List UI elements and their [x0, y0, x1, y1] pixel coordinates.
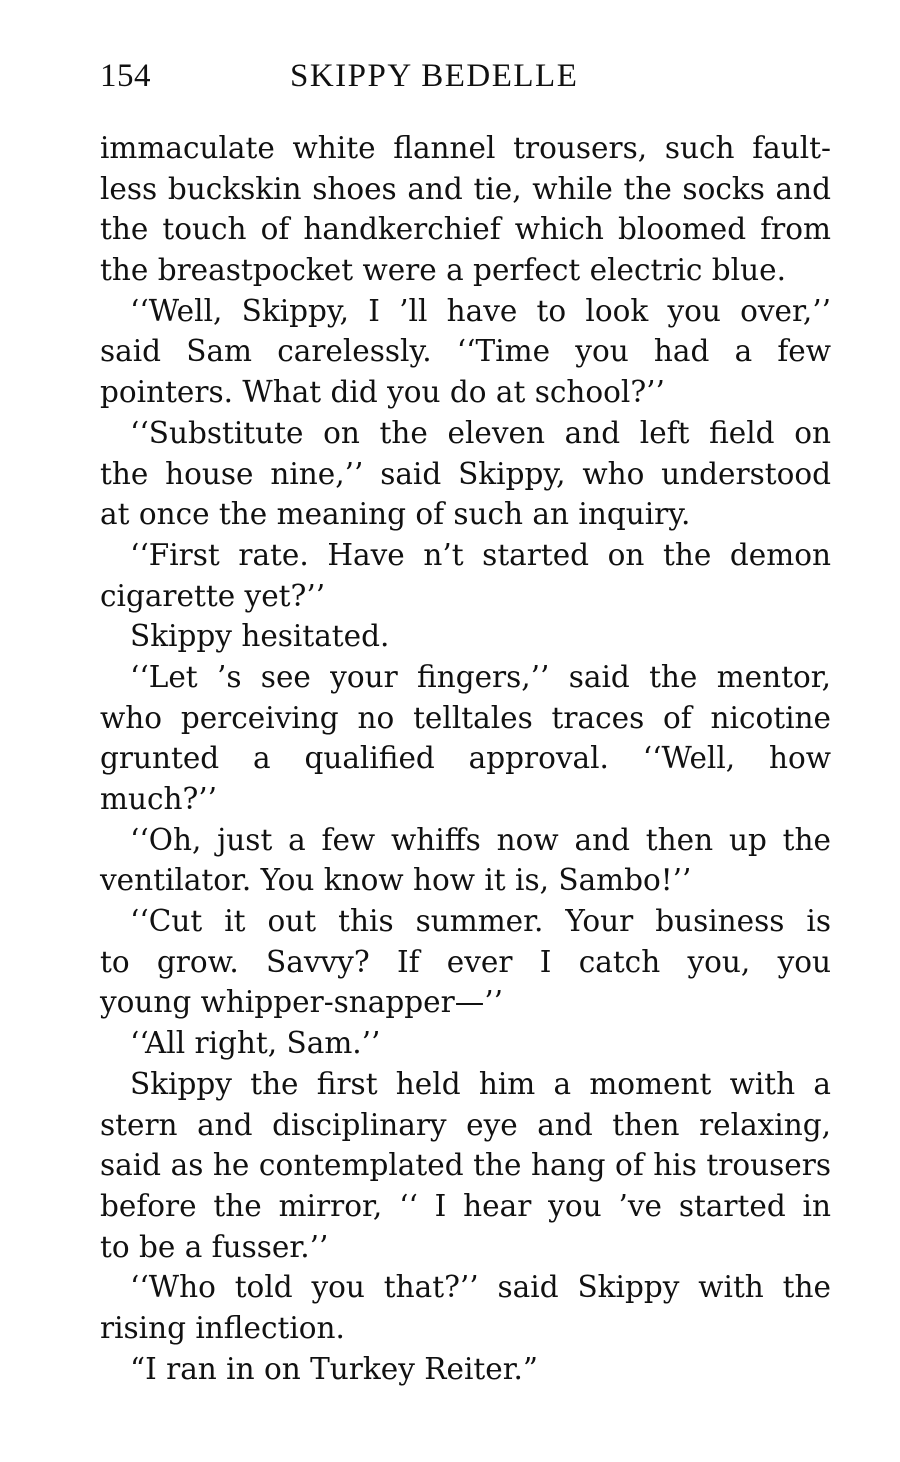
text-line: much?’’	[100, 782, 218, 816]
text-line: before the mirror, ‘‘ I hear you ’ve started in	[100, 1188, 831, 1223]
text-line: ventilator. You know how it is, Sambo!’’	[100, 863, 692, 898]
text-line: ‘‘Let ’s see your fingers,’’ said the mentor,	[130, 659, 831, 694]
text-line: Skippy the first held him a moment with a	[130, 1066, 831, 1101]
text-line: said as he contemplated the hang of his trousers	[100, 1148, 831, 1183]
text-line: the breastpocket were a perfect electric blue.	[100, 253, 786, 288]
page-number: 154	[100, 58, 151, 94]
text-line: grunted a qualified approval. ‘‘Well, how	[100, 741, 831, 776]
text-line: to grow. Savvy? If ever I catch you, you	[100, 944, 831, 979]
text-line: ‘‘Cut it out this summer. Your business is	[130, 904, 831, 939]
text-line: ‘‘Well, Skippy, I ’ll have to look you over,’’	[130, 293, 831, 328]
text-line: immaculate white flannel trousers, such fault-	[100, 131, 831, 165]
page-header	[100, 58, 831, 110]
text-line: who perceiving no telltales traces of nicotine	[100, 700, 831, 735]
text-line: said Sam carelessly. ‘‘Time you had a few	[100, 334, 831, 369]
text-line: the touch of handkerchief which bloomed from	[100, 212, 831, 247]
text-line: “I ran in on Turkey Reiter.”	[130, 1351, 539, 1386]
text-line: ‘‘Substitute on the eleven and left field on	[130, 415, 831, 450]
running-head: SKIPPY BEDELLE	[290, 58, 579, 94]
text-line: less buckskin shoes and tie, while the socks and	[100, 171, 831, 206]
book-page	[100, 58, 831, 1389]
text-line: stern and disciplinary eye and then relaxing,	[100, 1107, 831, 1142]
text-line: to be a fusser.’’	[100, 1229, 329, 1264]
text-line: at once the meaning of such an inquiry.	[100, 497, 691, 532]
text-line: ‘‘Oh, just a few whiffs now and then up the	[130, 822, 831, 857]
text-line: cigarette yet?’’	[100, 578, 326, 613]
text-line: Skippy hesitated.	[130, 619, 390, 654]
body-text	[100, 128, 831, 1389]
text-line: ‘‘All right, Sam.’’	[130, 1026, 381, 1061]
text-line: pointers. What did you do at school?’’	[100, 375, 665, 410]
text-line: ‘‘Who told you that?’’ said Skippy with the	[130, 1270, 831, 1305]
text-line: ‘‘First rate. Have n’t started on the demon	[130, 537, 831, 572]
text-line: rising inflection.	[100, 1310, 345, 1345]
text-line: the house nine,’’ said Skippy, who understood	[100, 456, 831, 491]
text-line: young whipper-snapper—’’	[100, 985, 503, 1020]
